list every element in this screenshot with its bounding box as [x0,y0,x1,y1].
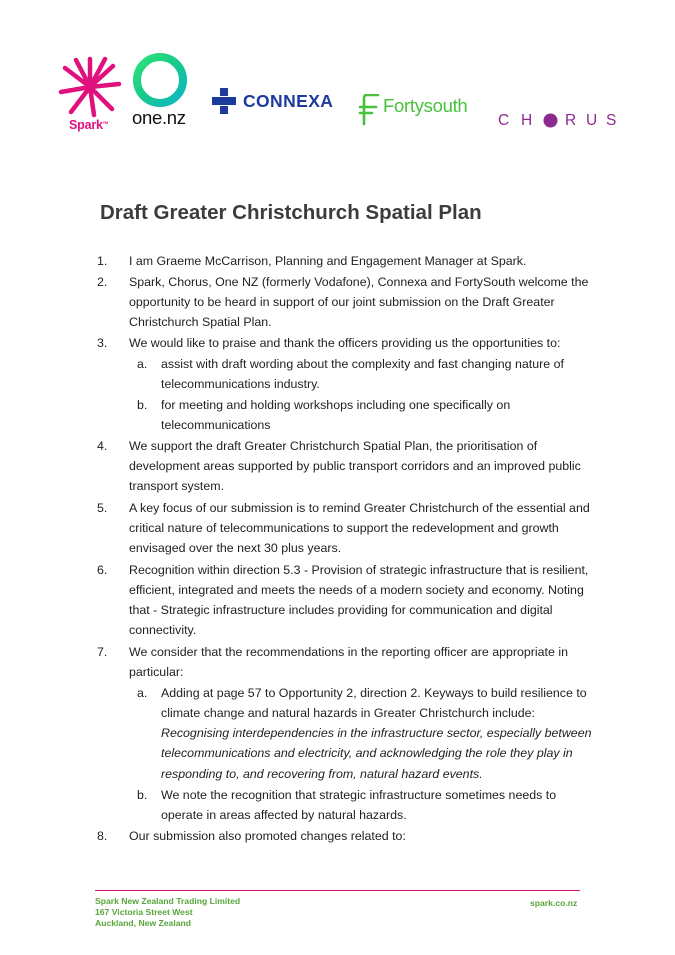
footer-address-line: 167 Victoria Street West [95,907,193,917]
item-3b-line: telecommunications [161,418,271,432]
subitem-letter: a. [137,686,148,700]
item-3a-line: telecommunications industry. [161,377,320,391]
fortysouth-wordmark: Fortysouth [383,95,468,116]
chorus-logo: C H R U S [498,112,617,129]
item-number: 4. [97,439,108,453]
item-7b-line: We note the recognition that strategic infrastructure sometimes needs to [161,788,557,802]
connexa-logo [212,88,337,118]
one-nz-logo [132,52,194,132]
item-4-line: transport system. [129,479,225,493]
subitem-letter: b. [137,398,148,412]
item-3a-line: assist with draft wording about the complexity and fast changing nature of [161,357,564,371]
item-8-line: Our submission also promoted changes related to: [129,829,406,843]
item-5-line: A key focus of our submission is to remind Greater Christchurch of the essential and [129,501,590,515]
item-7a-line: climate change and natural hazards in Greater Christchurch include: [161,706,535,720]
footer-divider [95,890,580,891]
item-6-line: efficient, integrated and meets the needs of a modern society and economy. Noting [129,583,584,597]
item-6-line: that - Strategic infrastructure includes providing for communication and digital [129,603,553,617]
one-nz-ring-icon [132,52,188,108]
connexa-wordmark: CONNEXA [243,91,334,111]
item-number: 8. [97,829,108,843]
fortysouth-f-icon [356,94,382,126]
subitem-letter: a. [137,357,148,371]
one-nz-wordmark: one.nz [132,107,186,128]
item-7a-quote-line: Recognising interdependencies in the infrastructure sector, especially between [161,726,592,740]
item-4-line: We support the draft Greater Christchurch Spatial Plan, the prioritisation of [129,439,538,453]
item-3b-line: for meeting and holding workshops including one specifically on [161,398,511,412]
chorus-dot-icon [543,113,558,128]
item-2-line: opportunity to be heard in support of our joint submission on the Draft Greater [129,295,555,309]
item-3-line: We would like to praise and thank the officers providing us the opportunities to: [129,336,561,350]
subitem-letter: b. [137,788,148,802]
item-number: 2. [97,275,108,289]
item-2-line: Spark, Chorus, One NZ (formerly Vodafone), Connexa and FortySouth welcome the [129,275,589,289]
connexa-blocks-icon [212,88,240,114]
spark-star-icon [58,56,122,118]
item-4-line: development areas supported by public transport corridors and an improved public [129,459,581,473]
footer-company: Spark New Zealand Trading Limited [95,896,241,906]
spark-wordmark: Spark [69,118,103,132]
item-6-line: Recognition within direction 5.3 - Provision of strategic infrastructure that is resilient, [129,563,589,577]
item-number: 1. [97,254,108,268]
item-2-line: Christchurch Spatial Plan. [129,315,272,329]
item-number: 5. [97,501,108,515]
footer-address [95,896,240,929]
item-7a-quote-line: responding to, and recovering from, natural hazard events. [161,767,483,781]
footer-address-line: Auckland, New Zealand [95,918,191,928]
item-7-line: We consider that the recommendations in the reporting officer are appropriate in [129,645,568,659]
page-title: Draft Greater Christchurch Spatial Plan [100,201,482,224]
fortysouth-logo [356,94,486,126]
item-1-line: I am Graeme McCarrison, Planning and Engagement Manager at Spark. [129,254,527,268]
item-7b-line: operate in areas affected by natural hazards. [161,808,407,822]
item-number: 6. [97,563,108,577]
item-5-line: critical nature of telecommunications to support the redevelopment and growth [129,521,559,535]
item-7-line: particular: [129,665,184,679]
item-number: 3. [97,336,108,350]
item-5-line: envisaged over the next 30 plus years. [129,541,342,555]
item-7a-line: Adding at page 57 to Opportunity 2, direction 2. Keyways to build resilience to [161,686,587,700]
partner-logos [0,0,675,150]
footer-website[interactable]: spark.co.nz [530,898,578,908]
spark-logo: Spark™ [58,56,122,136]
item-7a-quote-line: telecommunications and electricity, and acknowledging the role they play in [161,746,573,760]
item-number: 7. [97,645,108,659]
item-6-line: connectivity. [129,623,197,637]
